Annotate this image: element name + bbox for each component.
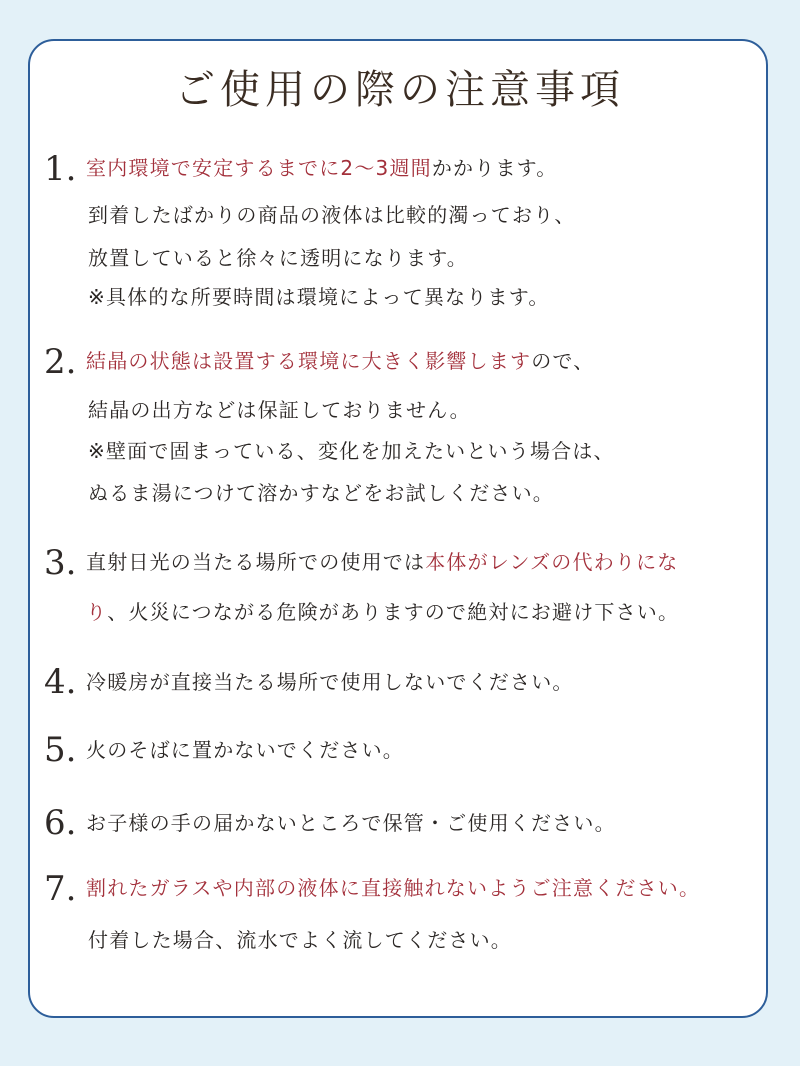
item-7-heading-highlight: 割れたガラスや内部の液体に直接触れないようご注意ください。 (86, 876, 701, 900)
item-1-line-2: 放置していると徐々に透明になります。 (88, 246, 468, 270)
item-3-line-2 (86, 597, 679, 627)
item-2-number: 2. (44, 342, 77, 382)
item-1-heading-rest: かかります。 (431, 156, 558, 180)
item-2-heading (86, 346, 594, 376)
item-2-heading-highlight: 結晶の状態は設置する環境に大きく影響します (86, 349, 532, 373)
item-1-line-1: 到着したばかりの商品の液体は比較的濁っており、 (88, 203, 576, 227)
item-4-text: 冷暖房が直接当たる場所で使用しないでください。 (86, 670, 574, 694)
item-7-line-1: 付着した場合、流水でよく流してください。 (88, 928, 512, 952)
item-1-line-3: ※具体的な所要時間は環境によって異なります。 (88, 285, 550, 309)
item-1-heading-highlight: 室内環境で安定するまでに2〜3週間 (86, 156, 432, 180)
item-5-text: 火のそばに置かないでください。 (86, 738, 404, 762)
item-6-text: お子様の手の届かないところで保管・ご使用ください。 (86, 811, 616, 835)
item-3-heading-pre: 直射日光の当たる場所での使用では (86, 550, 426, 574)
item-7-heading (86, 873, 700, 903)
item-3-line-2-rest: 、火災につながる危険がありますので絶対にお避け下さい。 (107, 600, 680, 624)
item-2-line-2: ※壁面で固まっている、変化を加えたいという場合は、 (88, 439, 615, 463)
page-title: ご使用の際の注意事項 (175, 67, 625, 113)
notice-card (28, 39, 768, 1018)
item-3-line-2-highlight: り (86, 600, 108, 624)
item-3-number: 3. (44, 543, 77, 583)
item-2-line-1: 結晶の出方などは保証しておりません。 (88, 398, 471, 422)
item-4-number: 4. (44, 662, 77, 702)
item-5-number: 5. (44, 730, 77, 770)
item-3-heading-highlight: 本体がレンズの代わりにな (425, 550, 679, 574)
item-6-number: 6. (44, 803, 77, 843)
item-2-heading-rest: ので、 (531, 349, 595, 373)
item-7-number: 7. (44, 869, 77, 909)
item-2-line-3: ぬるま湯につけて溶かすなどをお試しください。 (88, 481, 554, 505)
item-1-heading (86, 153, 557, 183)
item-1-number: 1. (44, 149, 77, 189)
item-3-heading (86, 547, 679, 577)
